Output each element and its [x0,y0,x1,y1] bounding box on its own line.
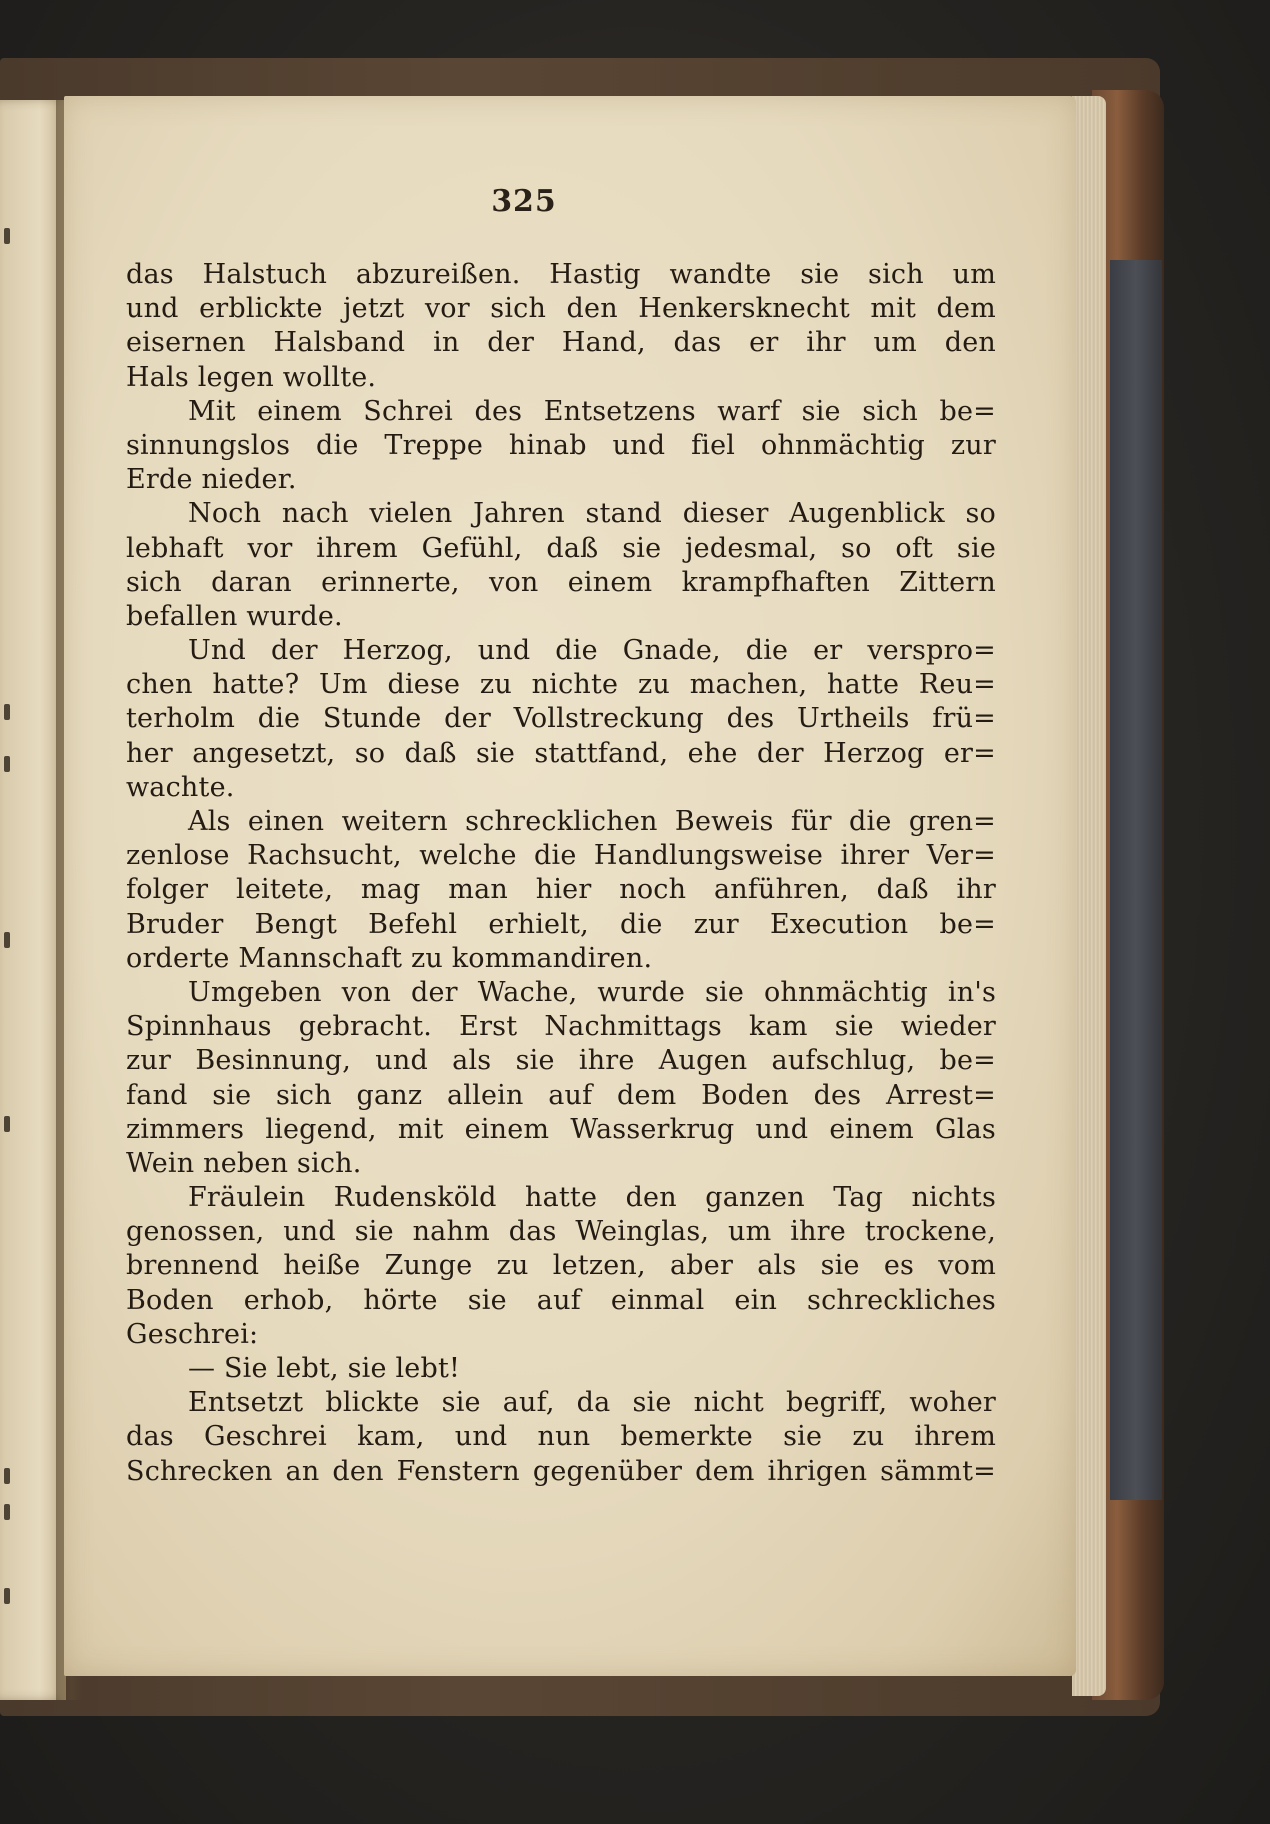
text-line: sinnungslos die Treppe hinab und fiel ohnmächtig zur [126,429,996,461]
text-line: — Sie lebt, sie lebt! [188,1353,461,1384]
text-line: brennend heiße Zunge zu letzen, aber als sie es vom [126,1250,996,1282]
text-line: zimmers liegend, mit einem Wasserkrug und einem Glas [126,1113,996,1145]
text-line: Bruder Bengt Befehl erhielt, die zur Execution be= [126,908,996,940]
text-line: Boden erhob, hörte sie auf einmal ein schreckliches [126,1284,996,1316]
text-line: her angesetzt, so daß sie stattfand, ehe der Herzog er= [126,737,996,769]
text-line: Entsetzt blickte sie auf, da sie nicht begriff, woher [188,1387,996,1419]
text-line: Schrecken an den Fenstern gegenüber dem ihrigen sämmt= [126,1455,996,1487]
text-line: Hals legen wollte. [126,361,377,393]
text-line: folger leitete, mag man hier noch anführen, daß ihr [126,874,996,906]
text-line: Noch nach vielen Jahren stand dieser Augenblick so [188,498,996,530]
text-line: Und der Herzog, und die Gnade, die er verspro= [188,635,996,667]
text-line: fand sie sich ganz allein auf dem Boden des Arrest= [126,1079,996,1111]
text-line: wachte. [126,771,235,803]
text-line: Fräulein Rudensköld hatte den ganzen Tag nichts [188,1182,996,1214]
text-line: Umgeben von der Wache, wurde sie ohnmächtig in's [188,976,996,1008]
book-page [64,96,1076,1676]
text-line: Erde nieder. [126,464,297,496]
text-line: Wein neben sich. [126,1147,362,1179]
text-line: eisernen Halsband in der Hand, das er ihr um den [126,327,996,359]
text-line: und erblickte jetzt vor sich den Henkersknecht mit dem [126,293,996,325]
book-cover-band [1110,260,1162,1500]
text-line: Mit einem Schrei des Entsetzens warf sie sich be= [188,395,996,427]
text-line: orderte Mannschaft zu kommandiren. [126,942,653,974]
text-line: Als einen weitern schrecklichen Beweis für die gren= [188,806,996,837]
page-text [126,258,996,1489]
text-line: das Geschrei kam, und nun bemerkte sie zu ihrem [126,1421,996,1453]
text-line: befallen wurde. [126,600,343,632]
text-line: zenlose Rachsucht, welche die Handlungsweise ihrer Ver= [126,840,996,872]
text-line: chen hatte? Um diese zu nichte zu machen, hatte Reu= [126,669,996,701]
text-line: Geschrei: [126,1318,259,1350]
text-line: terholm die Stunde der Vollstreckung des Urtheils frü= [126,703,996,735]
text-line: zur Besinnung, und als sie ihre Augen aufschlug, be= [126,1045,996,1077]
text-line: sich daran erinnerte, von einem krampfhaften Zittern [126,566,996,598]
text-line: lebhaft vor ihrem Gefühl, daß sie jedesmal, so oft sie [126,532,996,564]
text-line: das Halstuch abzureißen. Hastig wandte sie sich um [126,259,996,290]
text-line: Spinnhaus gebracht. Erst Nachmittags kam sie wieder [126,1011,996,1043]
text-line: genossen, und sie nahm das Weinglas, um ihre trockene, [126,1216,996,1248]
page-number: 325 [491,184,557,219]
page-edges [1072,96,1106,1696]
